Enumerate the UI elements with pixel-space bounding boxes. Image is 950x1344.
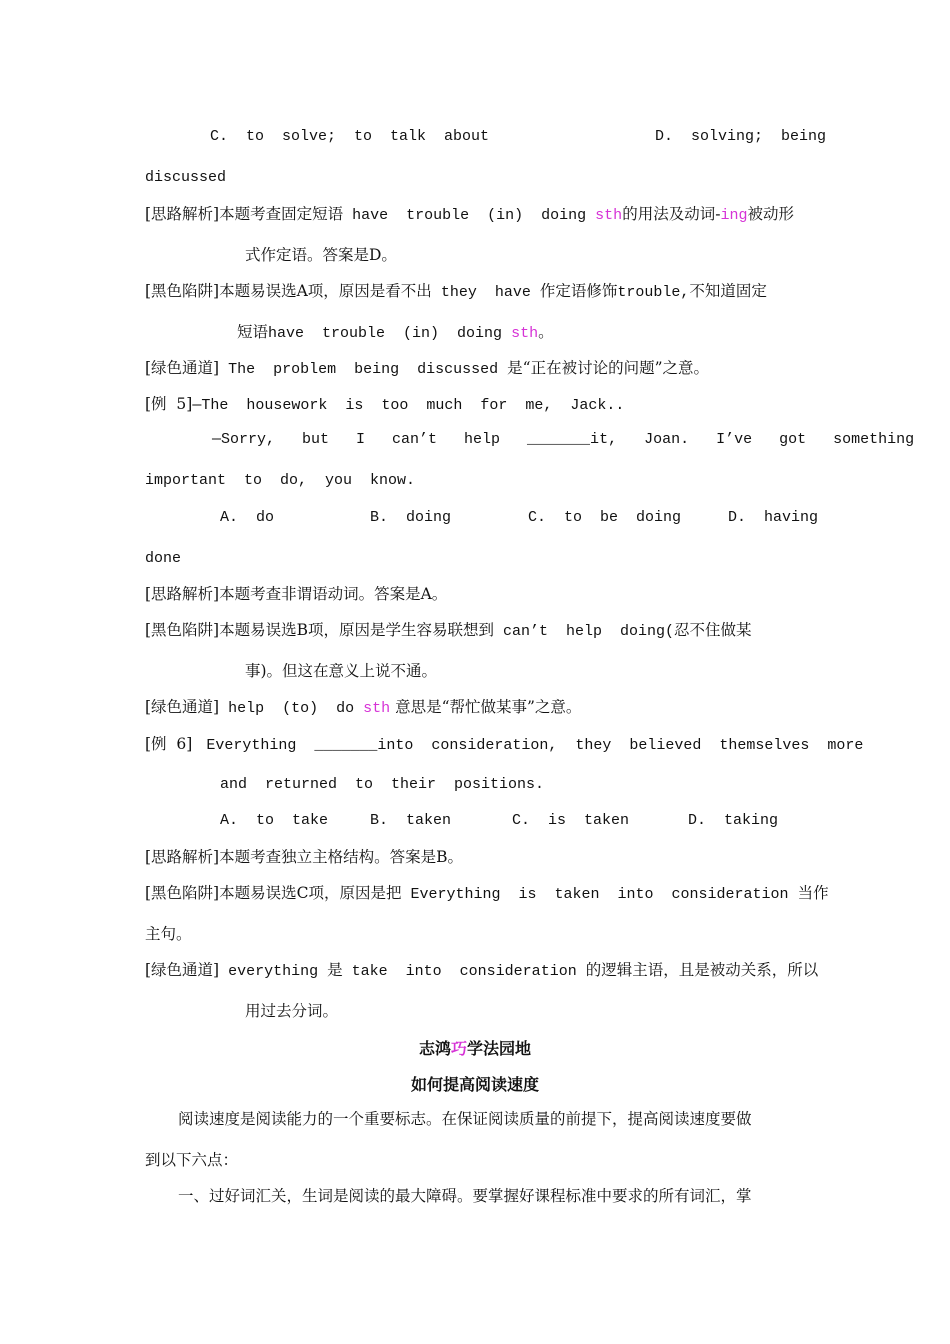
q6-line2: and returned to their positions. <box>220 776 545 793</box>
q5-option-d-cont: done <box>145 550 182 567</box>
q5-trap: [黑色陷阱]本题易误选B项，原因是学生容易联想到 can’t help doing(忍不住做某 <box>145 621 752 640</box>
q5-option-d: D. having <box>728 509 819 526</box>
q4-trap-cont: 短语have trouble (in) doing sth。 <box>237 323 554 342</box>
q5-green: [绿色通道] help (to) do sth 意思是“帮忙做某事”之意。 <box>145 698 582 717</box>
q5-trap-cont: 事)。但这在意义上说不通。 <box>245 662 438 680</box>
label: [思路解析] <box>145 205 220 223</box>
q5-option-a: A. do <box>220 509 275 526</box>
q6-option-b: B. taken <box>370 812 452 829</box>
q4-option-c: C. to solve; to talk about <box>210 128 490 145</box>
q4-trap: [黑色陷阱]本题易误选A项，原因是看不出 they have 作定语修饰trouble,不知道固定 <box>145 282 767 301</box>
paragraph-1-line2: 到以下六点： <box>145 1151 239 1169</box>
q4-option-d-cont: discussed <box>145 169 227 186</box>
q6-green: [绿色通道] everything 是 take into consideration 的逻辑主语，且是被动关系，所以 <box>145 961 819 980</box>
q4-analysis-cont: 式作定语。答案是D。 <box>245 246 397 264</box>
q6-trap-cont: 主句。 <box>145 925 192 943</box>
q6-line1: [例 6] Everything _______into consideration, they believed themselves more <box>145 735 864 754</box>
q5-line3: important to do, you know. <box>145 472 416 489</box>
q5-line2: —Sorry, but I can’t help _______it, Joan. I’ve got something <box>212 431 915 448</box>
q6-option-d: D. taking <box>688 812 779 829</box>
section-subtitle: 如何提高阅读速度 <box>410 1075 539 1094</box>
q6-option-a: A. to take <box>220 812 329 829</box>
q5-line1: [例 5]—The housework is too much for me, Jack.. <box>145 395 625 414</box>
q5-option-b: B. doing <box>370 509 452 526</box>
paragraph-1-line1: 阅读速度是阅读能力的一个重要标志。在保证阅读质量的前提下，提高阅读速度要做 <box>178 1110 752 1128</box>
q6-option-c: C. is taken <box>512 812 630 829</box>
q4-analysis: [思路解析]本题考查固定短语 have trouble (in) doing sth的用法及动词-ing被动形 <box>145 205 794 224</box>
section-title: 志鸿巧学法园地 <box>418 1039 532 1058</box>
q5-analysis: [思路解析]本题考查非谓语动词。答案是A。 <box>145 585 448 603</box>
q4-green: [绿色通道] The problem being discussed 是“正在被讨论的问题”之意。 <box>145 359 710 378</box>
paragraph-2-line1: 一、过好词汇关，生词是阅读的最大障碍。要掌握好课程标准中要求的所有词汇，掌 <box>178 1187 752 1205</box>
q6-analysis: [思路解析]本题考查独立主格结构。答案是B。 <box>145 848 464 866</box>
q4-option-d: D. solving; being <box>655 128 827 145</box>
q6-trap: [黑色陷阱]本题易误选C项，原因是把 Everything is taken into consideration 当作 <box>145 884 829 903</box>
q5-option-c: C. to be doing <box>528 509 682 526</box>
q6-green-cont: 用过去分词。 <box>245 1002 339 1020</box>
